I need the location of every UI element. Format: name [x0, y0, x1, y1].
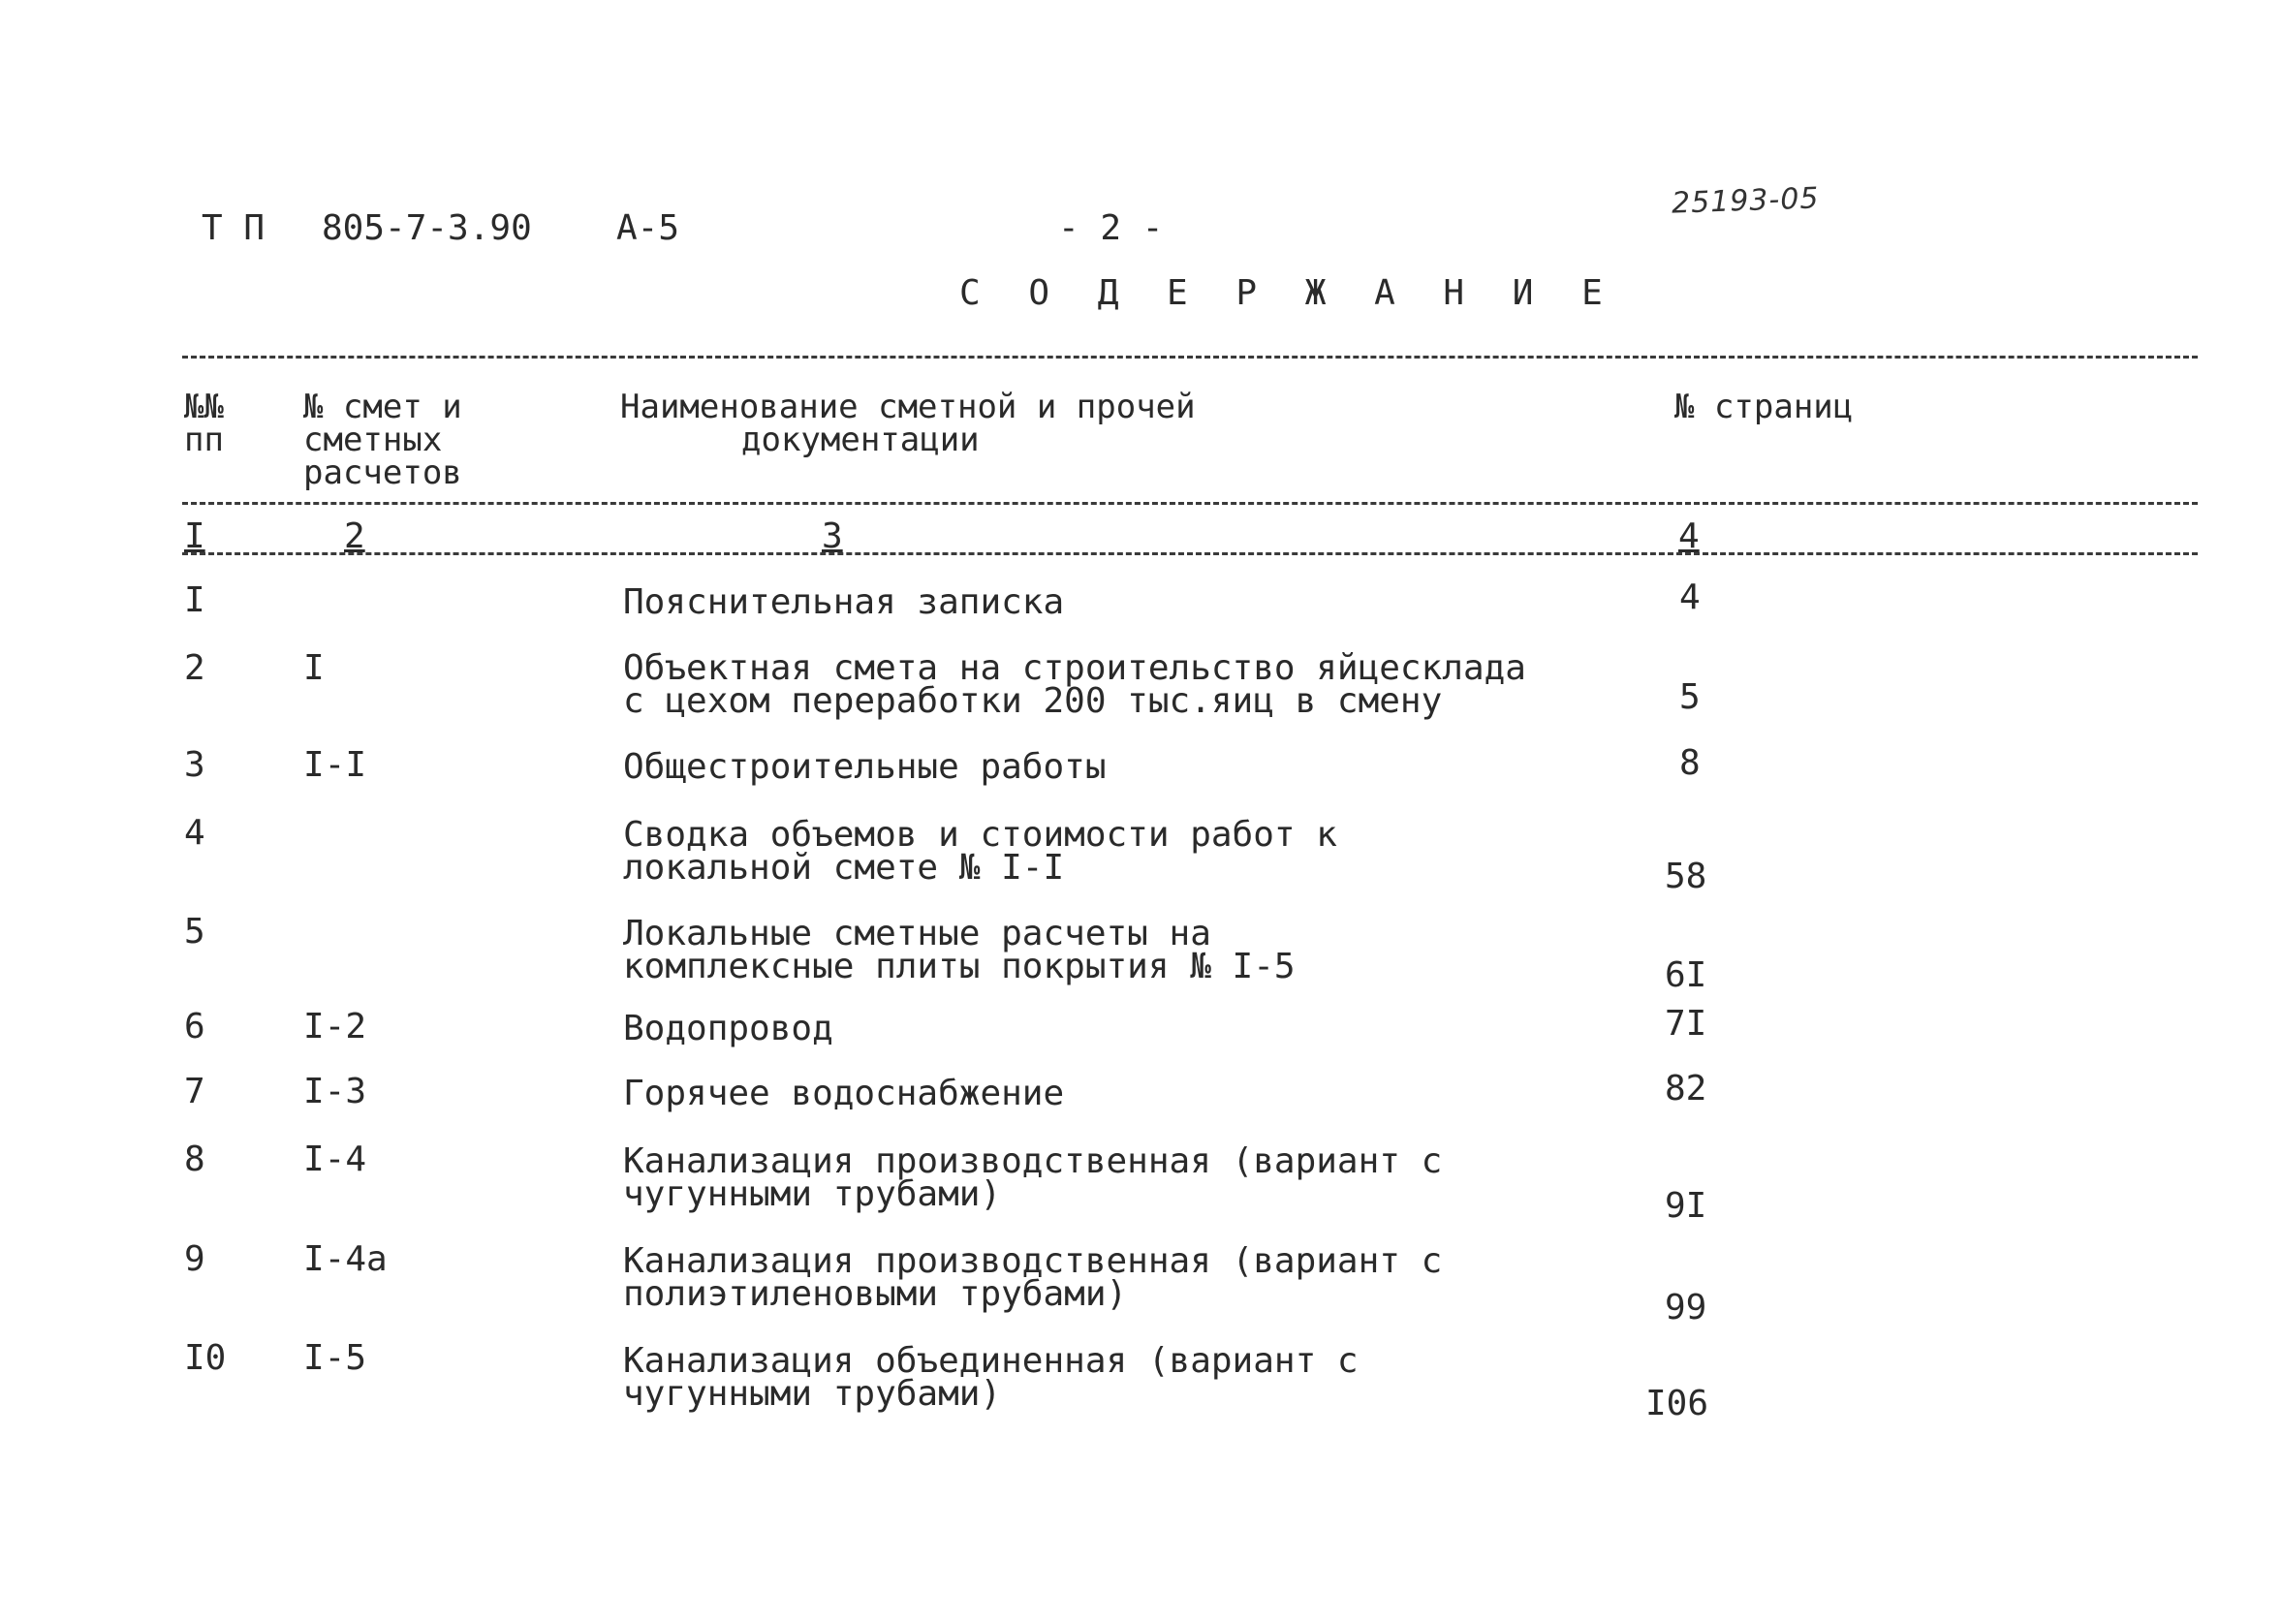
- row-page: 9I: [1665, 1186, 1707, 1226]
- row-num: 8: [184, 1140, 205, 1179]
- col-header-name: Наименование сметной и прочей документации: [620, 388, 1196, 459]
- row-name: Общестроительные работы: [623, 747, 1107, 787]
- row-name: Пояснительная записка: [623, 582, 1065, 622]
- row-estimate: I-I: [303, 745, 367, 785]
- row-num: I: [184, 580, 205, 620]
- col-number-4: 4: [1678, 516, 1700, 556]
- row-num: 4: [184, 813, 205, 853]
- row-num: 3: [184, 745, 205, 785]
- col-header-pages: № страниц: [1674, 388, 1854, 426]
- row-page: 82: [1665, 1069, 1707, 1109]
- row-num: 5: [184, 912, 205, 952]
- table-top-rule: [182, 356, 2198, 359]
- row-page: 8: [1679, 743, 1701, 783]
- col-number-1: I: [184, 516, 205, 556]
- col-header-estimate: № смет и сметных расчетов: [303, 388, 462, 492]
- row-page: 5: [1679, 677, 1701, 717]
- row-num: 9: [184, 1239, 205, 1279]
- row-name: Сводка объемов и стоимости работ к локальной смете № I-I: [623, 815, 1337, 888]
- row-estimate: I-2: [303, 1007, 367, 1046]
- row-page: 6I: [1665, 955, 1707, 995]
- col-number-3: 3: [822, 516, 843, 556]
- row-page: 99: [1665, 1288, 1707, 1327]
- row-name: Канализация производственная (вариант с полиэтиленовыми трубами): [623, 1241, 1443, 1314]
- col-number-2: 2: [344, 516, 365, 556]
- row-page: 4: [1679, 578, 1701, 617]
- row-page: 58: [1665, 857, 1707, 896]
- header-bottom-rule: [182, 502, 2198, 505]
- row-name: Водопровод: [623, 1009, 833, 1048]
- row-name: Канализация объединенная (вариант с чугунными трубами): [623, 1341, 1359, 1414]
- row-num: I0: [184, 1338, 227, 1378]
- row-estimate: I-5: [303, 1338, 367, 1378]
- row-page: I06: [1645, 1384, 1709, 1423]
- row-name: Горячее водоснабжение: [623, 1074, 1065, 1113]
- album-number: А-5: [616, 208, 680, 248]
- row-page: 7I: [1665, 1004, 1707, 1044]
- row-estimate: I: [303, 648, 325, 688]
- row-estimate: I-4: [303, 1140, 367, 1179]
- row-name: Канализация производственная (вариант с чугунными трубами): [623, 1141, 1443, 1214]
- row-num: 2: [184, 648, 205, 688]
- row-num: 7: [184, 1072, 205, 1111]
- series-label: Т П: [202, 208, 266, 248]
- page-number: - 2 -: [1058, 208, 1164, 248]
- col-header-num: №№ пп: [184, 388, 224, 459]
- row-estimate: I-3: [303, 1072, 367, 1111]
- row-name: Локальные сметные расчеты на комплексные плиты покрытия № I-5: [623, 914, 1296, 986]
- row-estimate: I-4а: [303, 1239, 388, 1279]
- column-numbers-rule: [182, 552, 2198, 555]
- row-num: 6: [184, 1007, 205, 1046]
- row-name: Объектная смета на строительство яйцесклада с цехом переработки 200 тыс.яиц в смену: [623, 648, 1526, 721]
- project-number: 805-7-3.90: [322, 208, 532, 248]
- inventory-number: 25193-05: [1671, 181, 1821, 221]
- page-title: С О Д Е Р Ж А Н И Е: [959, 273, 1616, 313]
